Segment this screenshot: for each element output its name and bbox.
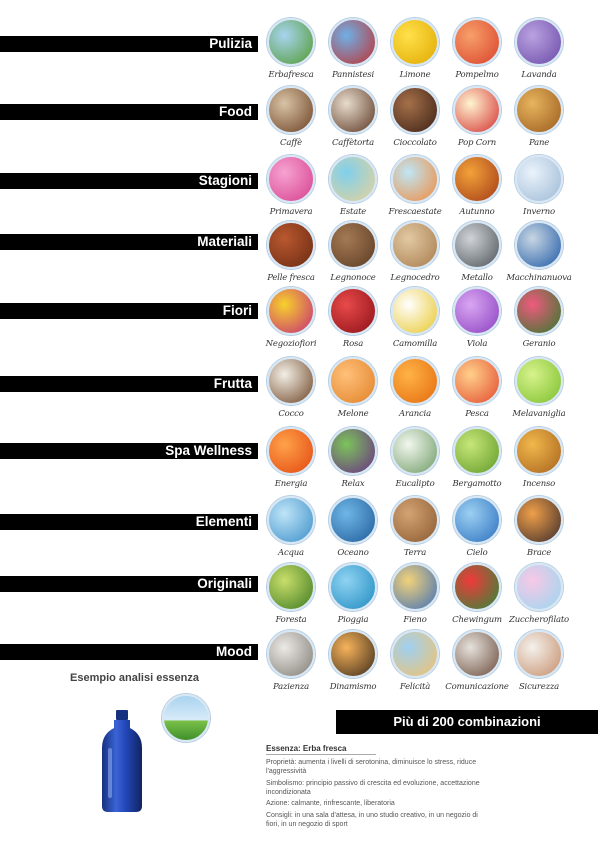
category-label: Elementi — [195, 514, 252, 529]
grapefruit-icon — [453, 18, 501, 66]
essence-label: Camomilla — [392, 339, 438, 349]
category-bar — [0, 36, 258, 52]
essence-item — [382, 287, 448, 349]
grass-icon — [267, 18, 315, 66]
jump-icon — [329, 630, 377, 678]
essence-label: Pelle fresca — [267, 273, 315, 283]
essence-item — [506, 86, 572, 148]
essence-label: Arancia — [399, 409, 431, 419]
essence-item — [444, 563, 510, 625]
essence-item — [258, 155, 324, 217]
orange-icon — [391, 357, 439, 405]
essence-item — [320, 86, 386, 148]
ocean-icon — [329, 496, 377, 544]
essence-item — [506, 287, 572, 349]
coconut-icon — [267, 357, 315, 405]
essence-item — [382, 221, 448, 283]
rose-icon — [329, 287, 377, 335]
essence-label: Acqua — [278, 548, 304, 558]
essence-item — [258, 427, 324, 489]
essence-item — [382, 86, 448, 148]
essence-item — [382, 496, 448, 558]
essence-item — [258, 86, 324, 148]
essence-label: Energia — [274, 479, 308, 489]
erbafresca-sample-image — [162, 694, 210, 742]
essence-item — [382, 357, 448, 419]
category-bar — [0, 514, 258, 530]
sky-icon — [453, 496, 501, 544]
essence-item — [320, 357, 386, 419]
essence-item — [258, 221, 324, 283]
communication-icon — [453, 630, 501, 678]
category-label: Fiori — [222, 303, 252, 318]
essence-label: Rosa — [342, 339, 364, 349]
water-icon — [267, 496, 315, 544]
essence-item — [320, 221, 386, 283]
happiness-icon — [391, 630, 439, 678]
essence-title: Essenza: Erba fresca — [266, 744, 376, 755]
essence-item — [444, 630, 510, 692]
bottle-image — [98, 710, 146, 812]
laundry-icon — [329, 18, 377, 66]
category-label: Frutta — [213, 376, 252, 391]
essence-label: Negoziofiori — [265, 339, 317, 349]
essence-label: Pazienza — [272, 682, 310, 692]
essence-label: Geranio — [522, 339, 556, 349]
essence-label: Legnonoce — [330, 273, 376, 283]
essence-label: Terra — [403, 548, 427, 558]
essence-label: Bergamotto — [452, 479, 502, 489]
leather-icon — [267, 221, 315, 269]
essence-label: Metallo — [461, 273, 493, 283]
essence-properties: Proprietà: aumenta i livelli di serotonina, diminuisce lo stress, riduce l'aggressività — [266, 759, 477, 775]
category-label: Stagioni — [198, 173, 252, 188]
essence-tips: Consigli: in una sala d'attesa, in uno studio creativo, in un negozio di fiori, in un negozio di sport — [266, 812, 478, 828]
essence-label: Cielo — [466, 548, 488, 558]
essence-label: Melone — [337, 409, 369, 419]
essence-item — [258, 357, 324, 419]
essence-label: Autunno — [459, 207, 495, 217]
relax-icon — [329, 427, 377, 475]
essence-label: Eucalipto — [395, 479, 435, 489]
essence-label: Foresta — [275, 615, 307, 625]
essence-item — [444, 357, 510, 419]
eucalyptus-icon — [391, 427, 439, 475]
essence-label: Erbafresca — [268, 70, 314, 80]
cotton-candy-icon — [515, 563, 563, 611]
essence-label: Frescaestate — [388, 207, 442, 217]
apple-icon — [515, 357, 563, 405]
essence-item — [320, 155, 386, 217]
summer-drinks-icon — [391, 155, 439, 203]
combinations-banner: Più di 200 combinazioni — [336, 710, 598, 734]
embers-icon — [515, 496, 563, 544]
essence-label: Pesca — [465, 409, 489, 419]
essence-label: Dinamismo — [329, 682, 377, 692]
walnut-wood-icon — [329, 221, 377, 269]
essence-symbolism: Simbolismo: principio passivo di crescita ed evoluzione, accettazione incondizionata — [266, 780, 480, 796]
essence-item — [506, 221, 572, 283]
forest-icon — [267, 563, 315, 611]
example-title: Esempio analisi essenza — [70, 672, 200, 684]
essence-label: Macchinanuova — [506, 273, 572, 283]
essence-label: Cioccolato — [393, 138, 437, 148]
essence-item — [320, 18, 386, 80]
essence-item — [320, 287, 386, 349]
category-bar — [0, 234, 258, 250]
essence-label: Pompelmo — [455, 70, 499, 80]
rain-icon — [329, 563, 377, 611]
cedar-wood-icon — [391, 221, 439, 269]
essence-item — [506, 563, 572, 625]
category-label: Mood — [216, 644, 252, 659]
essence-item — [258, 630, 324, 692]
essence-item — [444, 86, 510, 148]
essence-item — [444, 427, 510, 489]
spring-flowers-icon — [267, 155, 315, 203]
peach-icon — [453, 357, 501, 405]
category-label: Spa Wellness — [165, 443, 252, 458]
essence-item — [320, 496, 386, 558]
essence-label: Primavera — [269, 207, 313, 217]
essence-label: Caffè — [280, 138, 302, 148]
essence-item — [320, 427, 386, 489]
essence-item — [320, 630, 386, 692]
earth-icon — [391, 496, 439, 544]
essence-item — [506, 427, 572, 489]
category-bar — [0, 303, 258, 319]
energy-icon — [267, 427, 315, 475]
category-label: Pulizia — [209, 36, 252, 51]
coffee-icon — [267, 86, 315, 134]
essence-item — [444, 221, 510, 283]
essence-label: Caffètorta — [332, 138, 374, 148]
essence-label: Sicurezza — [518, 682, 560, 692]
gumballs-icon — [453, 563, 501, 611]
essence-item — [506, 357, 572, 419]
patience-icon — [267, 630, 315, 678]
essence-label: Zuccherofilato — [509, 615, 569, 625]
essence-item — [382, 427, 448, 489]
chocolate-icon — [391, 86, 439, 134]
new-car-icon — [515, 221, 563, 269]
essence-item — [320, 563, 386, 625]
confidence-icon — [515, 630, 563, 678]
hay-icon — [391, 563, 439, 611]
essence-label: Fieno — [403, 615, 427, 625]
category-label: Food — [219, 104, 252, 119]
essence-item — [382, 630, 448, 692]
bergamot-icon — [453, 427, 501, 475]
essence-label: Cocco — [278, 409, 304, 419]
category-bar — [0, 173, 258, 189]
essence-item — [506, 496, 572, 558]
category-bar — [0, 443, 258, 459]
essence-item — [444, 287, 510, 349]
essence-label: Comunicazione — [445, 682, 509, 692]
essence-item — [258, 287, 324, 349]
beach-icon — [329, 155, 377, 203]
category-label: Originali — [197, 576, 252, 591]
essence-label: Viola — [466, 339, 488, 349]
essence-label: Felicità — [399, 682, 431, 692]
category-label: Materiali — [197, 234, 252, 249]
essence-label: Relax — [341, 479, 365, 489]
essence-label: Melavaniglia — [512, 409, 566, 419]
cake-icon — [329, 86, 377, 134]
essence-label: Brace — [526, 548, 552, 558]
essence-label: Oceano — [337, 548, 369, 558]
essence-label: Pop Corn — [457, 138, 497, 148]
essence-item — [444, 18, 510, 80]
essence-label: Lavanda — [521, 70, 557, 80]
essence-label: Chewingum — [452, 615, 502, 625]
essence-item — [258, 496, 324, 558]
essence-item — [444, 155, 510, 217]
geranium-icon — [515, 287, 563, 335]
bread-icon — [515, 86, 563, 134]
essence-label: Pannistesi — [332, 70, 374, 80]
popcorn-icon — [453, 86, 501, 134]
essence-item — [506, 18, 572, 80]
category-bar — [0, 104, 258, 120]
essence-item — [506, 155, 572, 217]
category-bar — [0, 376, 258, 392]
lemon-icon — [391, 18, 439, 66]
essence-item — [506, 630, 572, 692]
essence-label: Incenso — [522, 479, 556, 489]
essence-label: Inverno — [523, 207, 555, 217]
melon-icon — [329, 357, 377, 405]
essence-label: Estate — [339, 207, 367, 217]
winter-icon — [515, 155, 563, 203]
essence-label: Pane — [528, 138, 550, 148]
essence-item — [382, 563, 448, 625]
chamomile-icon — [391, 287, 439, 335]
lavender-icon — [515, 18, 563, 66]
category-bar — [0, 576, 258, 592]
essence-item — [444, 496, 510, 558]
essence-action: Azione: calmante, rinfrescante, liberatoria — [266, 800, 395, 807]
essence-item — [258, 18, 324, 80]
incense-icon — [515, 427, 563, 475]
essence-item — [382, 18, 448, 80]
essence-item — [382, 155, 448, 217]
flower-shop-icon — [267, 287, 315, 335]
essence-label: Legnocedro — [390, 273, 440, 283]
metal-pipes-icon — [453, 221, 501, 269]
autumn-icon — [453, 155, 501, 203]
essence-item — [258, 563, 324, 625]
violet-icon — [453, 287, 501, 335]
category-bar — [0, 644, 258, 660]
essence-label: Limone — [399, 70, 431, 80]
essence-label: Pioggia — [337, 615, 369, 625]
